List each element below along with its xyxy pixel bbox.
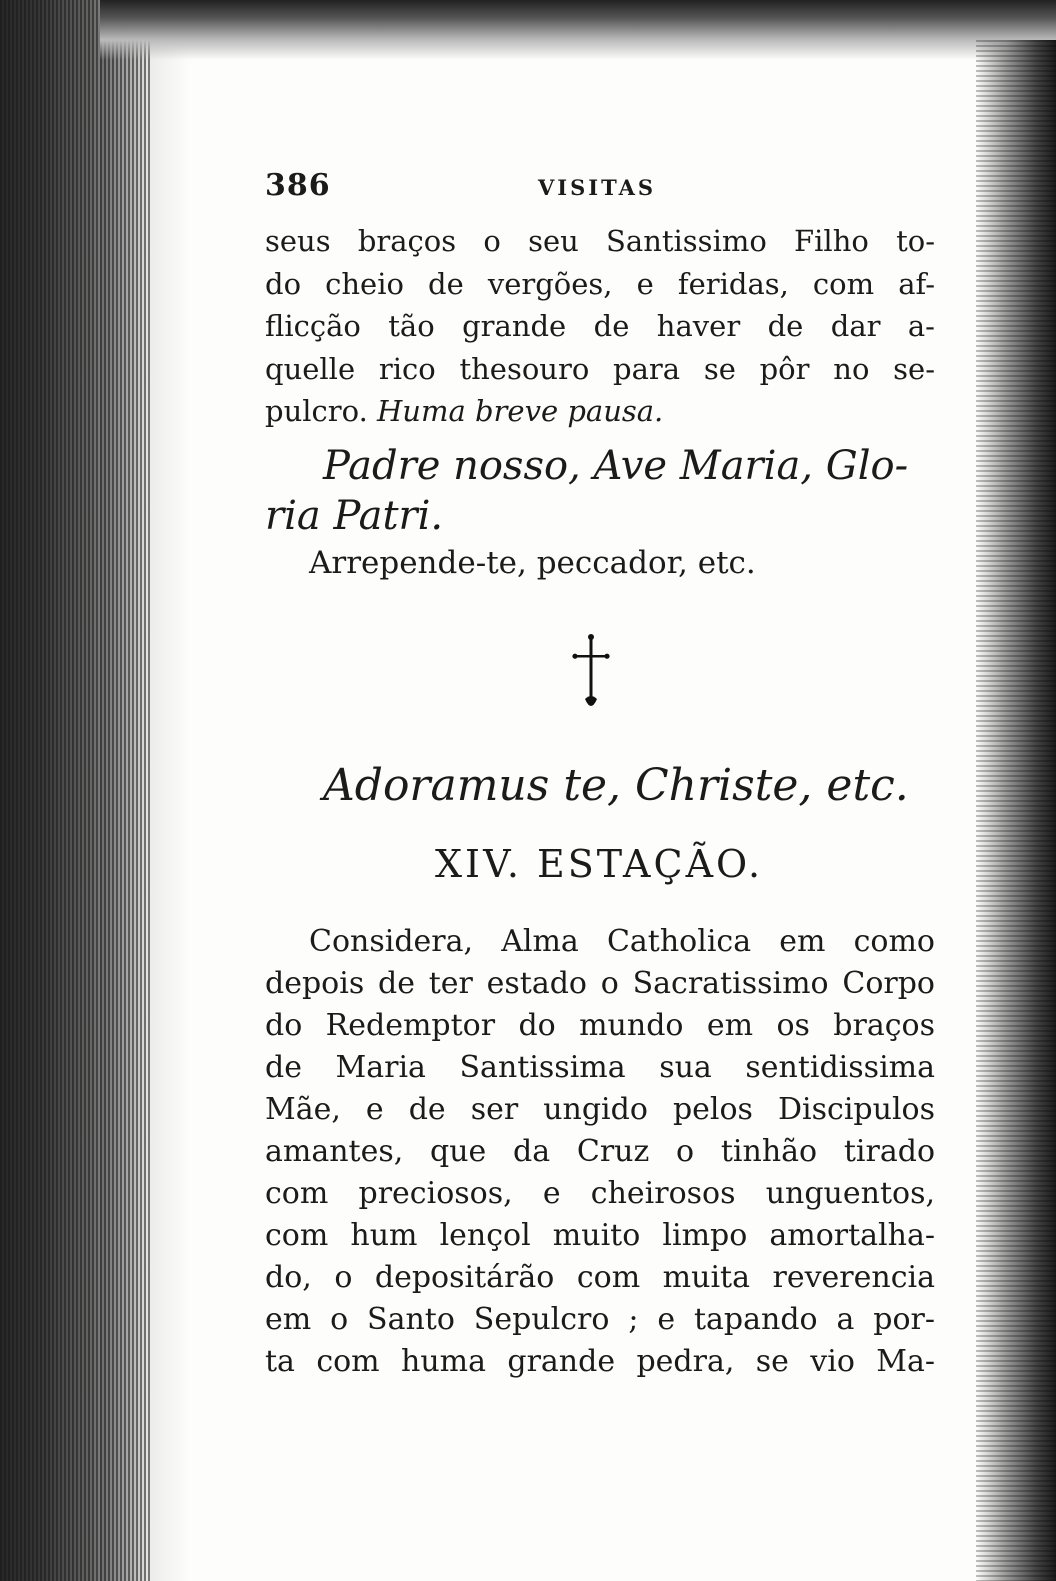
prayer-line: Padre nosso, Ave Maria, Glo- <box>323 442 909 489</box>
intro-paragraph <box>265 220 935 433</box>
text-line: do, o depositárão com muita reverencia <box>265 1259 935 1295</box>
response-line: Arrepende-te, peccador, etc. <box>309 544 756 581</box>
text-line <box>265 390 935 433</box>
page-header <box>265 160 935 220</box>
scan-right-edge <box>976 40 1056 1581</box>
text-fragment: pulcro. <box>265 394 368 428</box>
prayer-rubric <box>265 441 935 541</box>
adoramus-heading: Adoramus te, Christe, etc. <box>323 759 909 811</box>
cross-icon <box>571 633 611 713</box>
text-line: de Maria Santissima sua sentidissima <box>265 1049 935 1085</box>
cross-ornament <box>265 633 935 723</box>
text-line: amantes, que da Cruz o tinhão tirado <box>265 1133 935 1169</box>
text-line: do Redemptor do mundo em os braços <box>265 1007 935 1043</box>
page-number: 386 <box>265 168 331 203</box>
book-page <box>265 160 935 1490</box>
body-paragraph <box>265 921 935 1383</box>
text-line: flicção tão grande de haver de dar a- <box>265 309 935 343</box>
text-line: Mãe, e de ser ungido pelos Discipulos <box>265 1091 935 1127</box>
station-title: XIV. ESTAÇÃO. <box>435 841 764 886</box>
prayer-line: ria Patri. <box>265 492 444 539</box>
text-line: com hum lençol muito limpo amortalha- <box>265 1217 935 1253</box>
scan-binding-shadow <box>100 0 190 1581</box>
text-line: ta com huma grande pedra, se vio Ma- <box>265 1343 935 1379</box>
italic-rubric: Huma breve pausa. <box>377 394 664 428</box>
text-line: quelle rico thesouro para se pôr no se- <box>265 351 935 386</box>
text-line: com preciosos, e cheirosos unguentos, <box>265 1175 935 1211</box>
text-line: depois de ter estado o Sacratissimo Corpo <box>265 965 935 1001</box>
scan-top-edge <box>100 0 1056 60</box>
text-line: em o Santo Sepulcro ; e tapando a por- <box>265 1301 935 1337</box>
text-line: do cheio de vergões, e feridas, com af- <box>265 266 935 301</box>
running-title: VISITAS <box>538 175 657 200</box>
text-line: Considera, Alma Catholica em como <box>309 923 935 959</box>
text-line: seus braços o seu Santissimo Filho to- <box>265 224 935 258</box>
